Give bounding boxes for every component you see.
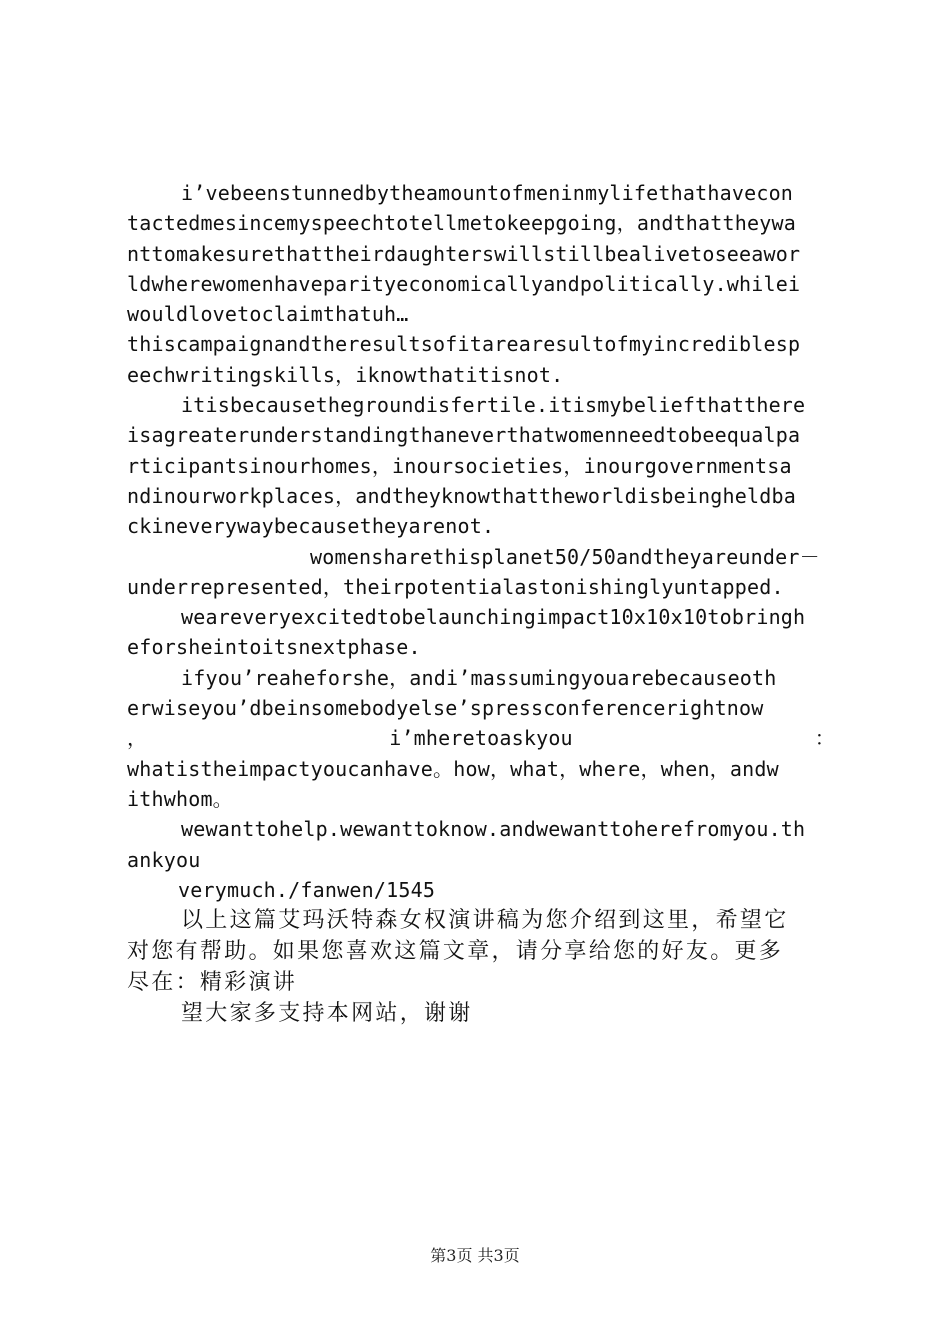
text-line: itisbecausethegroundisfertile.itismybeliefthatthere bbox=[181, 393, 806, 418]
text-line: ckineverywaybecausetheyarenot. bbox=[127, 514, 495, 539]
text-line: ifyou’reaheforshe，andi’massumingyouarebecauseoth bbox=[181, 665, 777, 690]
text-fragment: i’mheretoaskyou bbox=[389, 726, 573, 751]
text-line: wewanttohelp.wewanttoknow.andwewanttoherefromyou.th bbox=[181, 817, 806, 842]
text-line: eechwritingskills，iknowthatitisnot. bbox=[127, 362, 564, 387]
document-body bbox=[127, 178, 835, 1029]
text-line: 望大家多支持本网站，谢谢 bbox=[181, 1001, 473, 1027]
text-line: weareveryexcitedtobelaunchingimpact10x10x10tobringh bbox=[181, 605, 806, 630]
text-line: thiscampaignandtheresultsofitarearesultofmyincrediblesp bbox=[127, 332, 801, 357]
text-line: nttomakesurethattheirdaughterswillstillbealivetoseeawor bbox=[127, 241, 801, 266]
text-line: whatistheimpactyoucanhave。how，what，where，when，andw bbox=[127, 756, 779, 781]
text-line: ndinourworkplaces，andtheyknowthattheworldisbeingheldba bbox=[127, 483, 796, 508]
text-line: 尽在：精彩演讲 bbox=[127, 970, 298, 996]
text-line: verymuch./fanwen/1545 bbox=[178, 877, 436, 902]
text-line: rticipantsinourhomes，inoursocieties，inourgovernmentsa bbox=[127, 453, 792, 478]
page-number-footer: 第3页 共3页 bbox=[430, 1246, 520, 1265]
text-line: isagreaterunderstandingthaneverthatwomenneedtobeequalpa bbox=[127, 423, 801, 448]
text-line: 以上这篇艾玛沃特森女权演讲稿为您介绍到这里，希望它 bbox=[181, 908, 789, 934]
text-line: i’vebeenstunnedbytheamountofmeninmylifethathavecon bbox=[181, 181, 794, 205]
text-line: ankyou bbox=[127, 847, 201, 872]
text-line: underrepresented，theirpotentialastonishinglyuntapped. bbox=[127, 574, 784, 599]
text-line: ldwherewomenhaveparityeconomicallyandpolitically.whilei bbox=[127, 271, 801, 296]
text-line: wouldlovetoclaimthatuh… bbox=[127, 302, 409, 327]
text-line: womensharethisplanet50/50andtheyareunder－ bbox=[310, 544, 820, 569]
text-line: eforsheintoitsnextphase. bbox=[127, 635, 421, 660]
text-fragment: ， bbox=[127, 726, 148, 751]
text-line: ithwhom。 bbox=[127, 786, 233, 811]
text-line: 对您有帮助。如果您喜欢这篇文章，请分享给您的好友。更多 bbox=[127, 939, 784, 965]
text-fragment: ： bbox=[814, 726, 835, 751]
text-line: erwiseyou’dbeinsomebodyelse’spressconferencerightnow bbox=[127, 696, 764, 721]
text-line: tactedmesincemyspeechtotellmetokeepgoing，andthattheywa bbox=[127, 211, 796, 236]
text-line bbox=[127, 723, 835, 753]
